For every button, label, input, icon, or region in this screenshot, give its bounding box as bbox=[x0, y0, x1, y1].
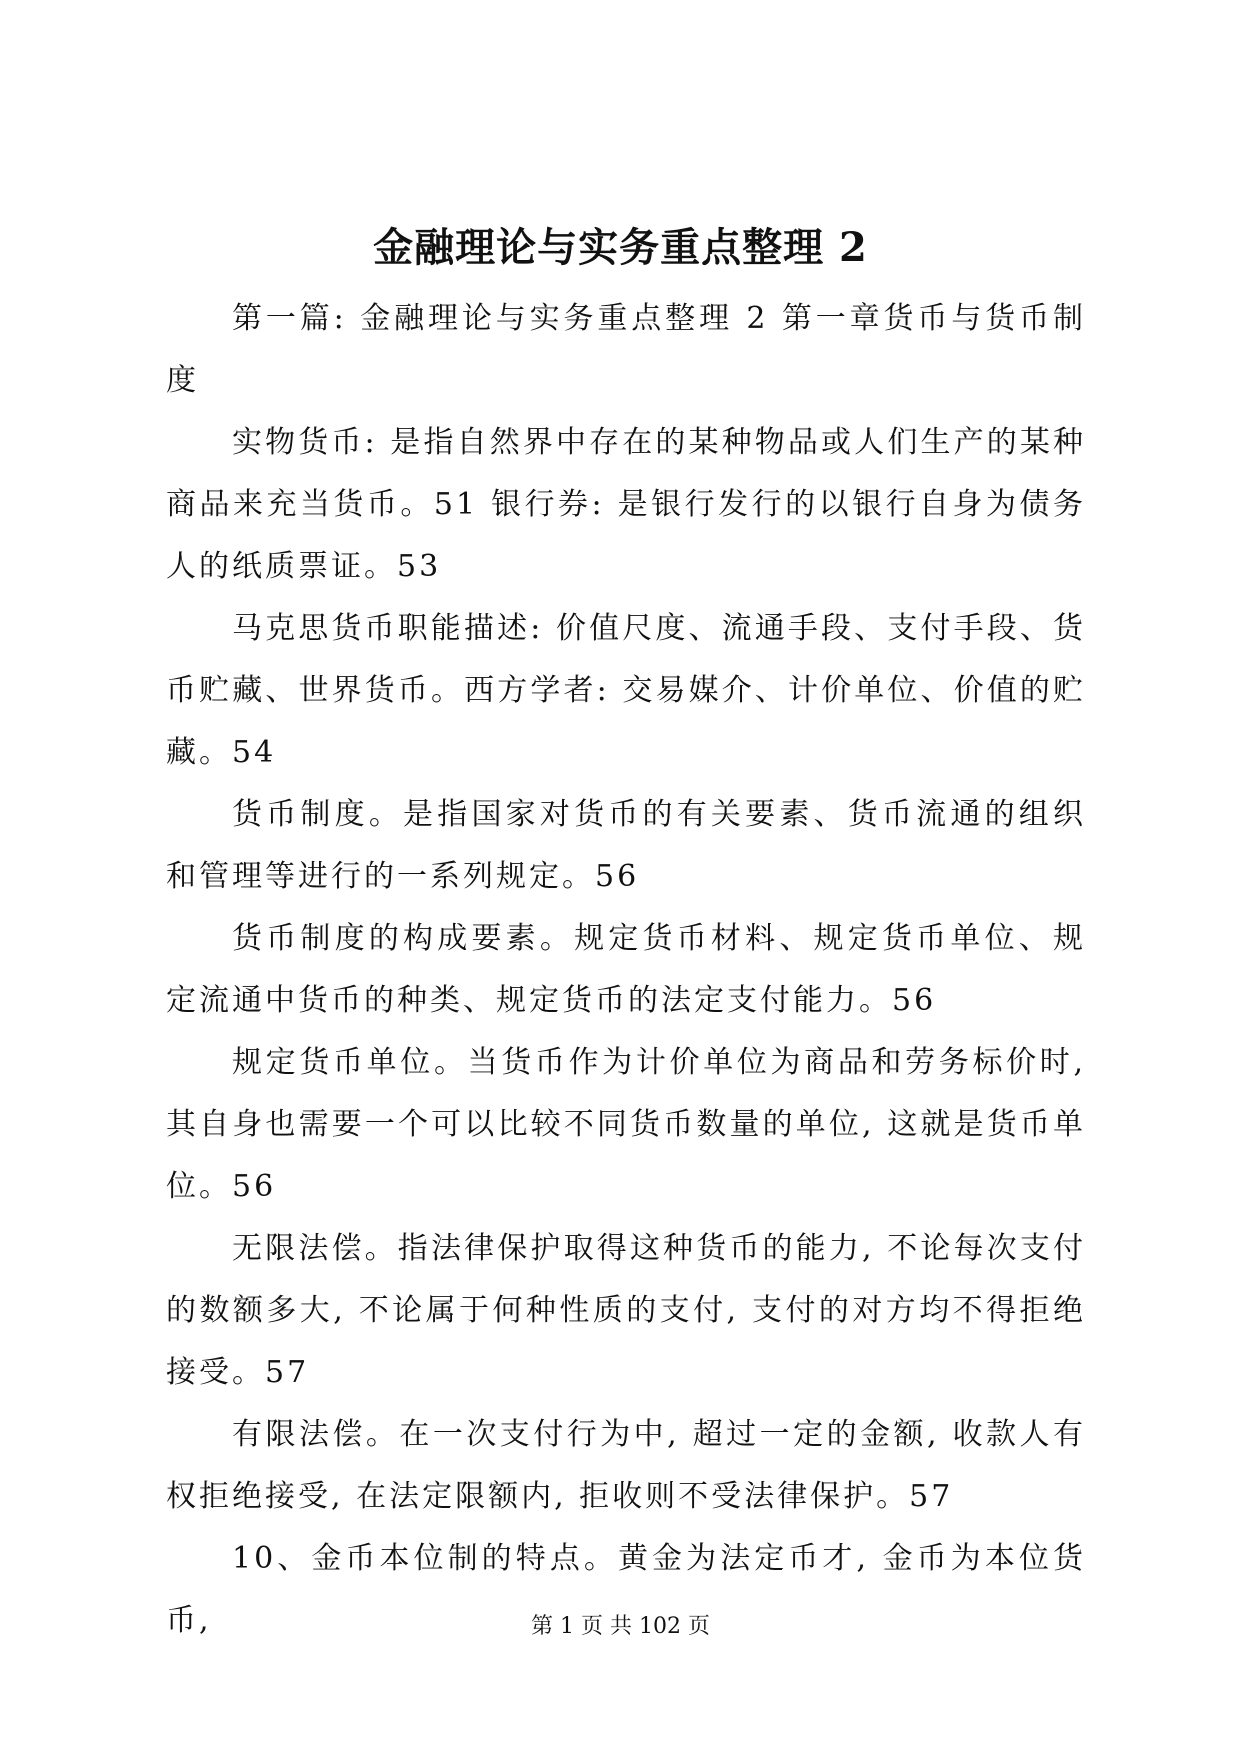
paragraph-8: 有限法偿。在一次支付行为中, 超过一定的金额, 收款人有权拒绝接受, 在法定限额内, 拒收则不受法律保护。57 bbox=[166, 1417, 1086, 1514]
paragraph-4: 货币制度。是指国家对货币的有关要素、货币流通的组织和管理等进行的一系列规定。56 bbox=[166, 797, 1086, 894]
paragraph-6: 规定货币单位。当货币作为计价单位为商品和劳务标价时, 其自身也需要一个可以比较不同货币数量的单位, 这就是货币单位。56 bbox=[166, 1045, 1086, 1204]
paragraph-9: 10、金币本位制的特点。黄金为法定币才, 金币为本位货币, bbox=[166, 1541, 1086, 1638]
page-number-footer: 第 1 页 共 102 页 bbox=[531, 1614, 710, 1639]
paragraph-3: 马克思货币职能描述: 价值尺度、流通手段、支付手段、货币贮藏、世界货币。西方学者: 交易媒介、计价单位、价值的贮藏。54 bbox=[166, 611, 1086, 770]
paragraph-7: 无限法偿。指法律保护取得这种货币的能力, 不论每次支付的数额多大, 不论属于何种性质的支付, 支付的对方均不得拒绝接受。57 bbox=[166, 1231, 1086, 1390]
paragraph-5: 货币制度的构成要素。规定货币材料、规定货币单位、规定流通中货币的种类、规定货币的法定支付能力。56 bbox=[166, 921, 1086, 1018]
document-title: 金融理论与实务重点整理 2 bbox=[373, 224, 868, 271]
document-body bbox=[166, 288, 1086, 1652]
paragraph-1: 第一篇: 金融理论与实务重点整理 2 第一章货币与货币制度 bbox=[166, 301, 1086, 398]
paragraph-2: 实物货币: 是指自然界中存在的某种物品或人们生产的某种商品来充当货币。51 银行券: 是银行发行的以银行自身为债务人的纸质票证。53 bbox=[166, 425, 1086, 584]
